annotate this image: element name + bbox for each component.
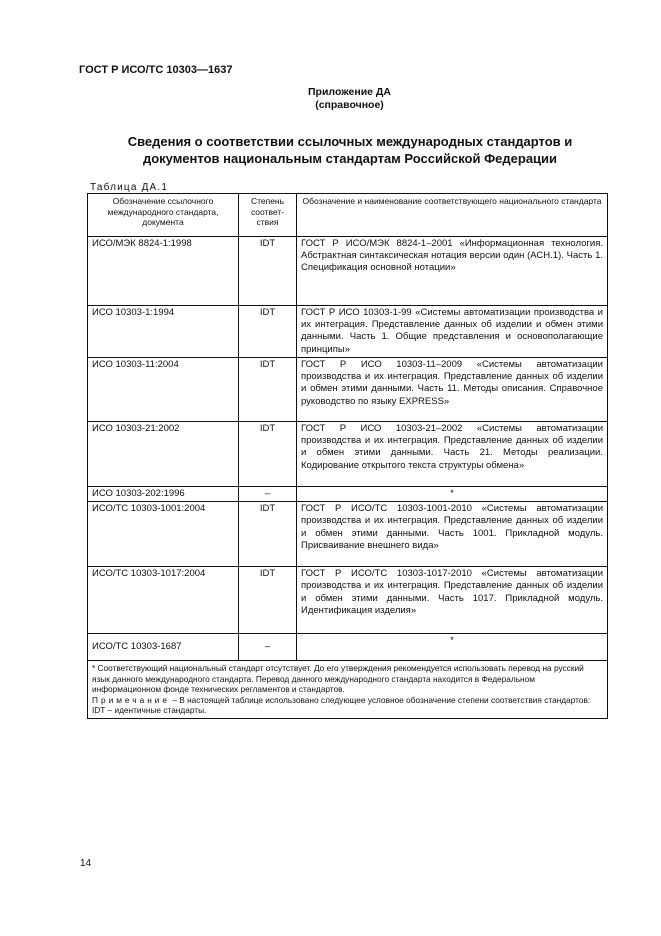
section-title-line1: Сведения о соответствии ссылочных международных стандартов и <box>127 134 573 149</box>
table-row <box>88 567 608 634</box>
ref-cell: ИСО/ТС 10303-1687 <box>88 634 239 661</box>
national-cell: * <box>297 634 608 661</box>
degree-cell: IDT <box>239 567 297 634</box>
degree-cell: IDT <box>239 422 297 487</box>
ref-cell: ИСО 10303-1:1994 <box>88 306 239 358</box>
ref-cell: ИСО 10303-202:1996 <box>88 487 239 502</box>
section-title <box>80 133 620 167</box>
national-cell: ГОСТ Р ИСО/ТС 10303-1017-2010 «Системы автоматизации производства и их интеграция. Представление данных об изделии и обмен этими данными. Часть 1017. Прикладной модуль. Идентификация изделия» <box>297 567 608 634</box>
national-cell: * <box>297 487 608 502</box>
national-cell: ГОСТ Р ИСО/МЭК 8824-1–2001 «Информационная технология. Абстрактная синтаксическая нотация версии один (АСН.1). Часть 1. Спецификация основной нотации» <box>297 237 608 306</box>
table-header-row <box>88 194 608 237</box>
ref-cell: ИСО/МЭК 8824-1:1998 <box>88 237 239 306</box>
degree-cell: IDT <box>239 306 297 358</box>
annex-subtitle: (справочное) <box>315 99 384 111</box>
table-row <box>88 487 608 502</box>
table-row <box>88 237 608 306</box>
national-cell: ГОСТ Р ИСО 10303-21–2002 «Системы автоматизации производства и их интеграция. Представление данных об изделии и обмен этими данными. Часть 21. Методы реализации. Кодирование открытого текста структуры обмена» <box>297 422 608 487</box>
ref-cell: ИСО 10303-11:2004 <box>88 358 239 422</box>
annex-heading <box>0 86 661 112</box>
note-idt: IDT – идентичные стандарты. <box>92 705 207 716</box>
correspondence-table <box>87 193 608 719</box>
degree-cell: IDT <box>239 358 297 422</box>
table-row <box>88 422 608 487</box>
degree-cell: – <box>239 634 297 661</box>
ref-cell: ИСО/ТС 10303-1001:2004 <box>88 502 239 567</box>
national-cell: ГОСТ Р ИСО 10303-11–2009 «Системы автоматизации производства и их интеграция. Представление данных об изделии и обмен этими данными. Часть 11. Методы описания. Справочное руководство по языку EXPRESS» <box>297 358 608 422</box>
degree-cell: IDT <box>239 237 297 306</box>
note-paragraph <box>92 695 603 706</box>
document-code: ГОСТ Р ИСО/ТС 10303—1637 <box>79 64 233 76</box>
footnote-cell <box>88 661 608 719</box>
page-number: 14 <box>80 858 92 869</box>
national-cell: ГОСТ Р ИСО/ТС 10303-1001-2010 «Системы автоматизации производства и их интеграция. Представление данных об изделии и обмен этими данными. Часть 1001. Прикладной модуль. Присваивание внешнего вида» <box>297 502 608 567</box>
header-national-standard: Обозначение и наименование соответствующего национального стандарта <box>297 194 608 237</box>
table-label: Таблица ДА.1 <box>90 182 169 193</box>
degree-cell: – <box>239 487 297 502</box>
annex-title: Приложение ДА <box>308 86 391 98</box>
ref-cell: ИСО 10303-21:2002 <box>88 422 239 487</box>
table-row <box>88 502 608 567</box>
table-row <box>88 306 608 358</box>
table-row <box>88 634 608 661</box>
national-cell: ГОСТ Р ИСО 10303-1-99 «Системы автоматизации производства и их интеграция. Представление данных об изделии и обмен этими данными. Часть 1. Общие представления и основополагающие принципы» <box>297 306 608 358</box>
footnote-text: * Соответствующий национальный стандарт отсутствует. До его утверждения рекомендуется использовать перевод на русский язык данного международного стандарта. Перевод данного международного стандарта находится в Федеральном информационном фонде технических регламентов и стандартов. <box>92 663 584 695</box>
header-degree: Степень соответ-ствия <box>239 194 297 237</box>
ref-cell: ИСО/ТС 10303-1017:2004 <box>88 567 239 634</box>
section-title-line2: документов национальным стандартам Российской Федерации <box>142 151 558 166</box>
table-row <box>88 358 608 422</box>
header-ref-standard: Обозначение ссылочного международного стандарта, документа <box>88 194 239 237</box>
note-text: – В настоящей таблице использовано следующее условное обозначение степени соответствия стандартов: <box>170 694 591 705</box>
degree-cell: IDT <box>239 502 297 567</box>
note-label: Примечание <box>92 694 171 705</box>
table-footnote-row <box>88 661 608 719</box>
